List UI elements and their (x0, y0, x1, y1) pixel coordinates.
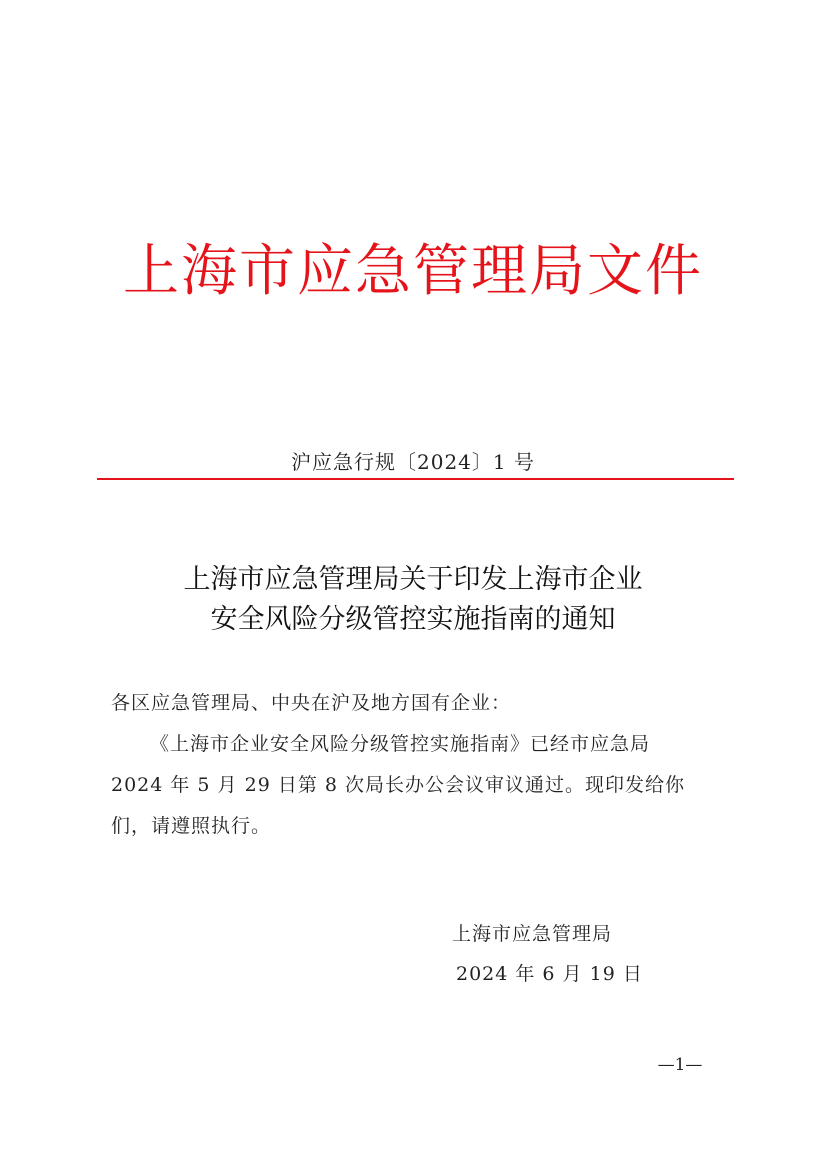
document-number: 沪应急行规〔2024〕1 号 (291, 450, 535, 474)
document-title-line-1: 上海市应急管理局关于印发上海市企业 (183, 564, 643, 595)
addressee: 各区应急管理局、中央在沪及地方国有企业： (111, 692, 512, 714)
red-divider-line (97, 478, 734, 480)
signature-date: 2024 年 6 月 19 日 (456, 963, 643, 985)
document-title (0, 560, 826, 640)
signature-organization: 上海市应急管理局 (452, 923, 613, 945)
masthead-title: 上海市应急管理局文件 (123, 239, 703, 304)
paragraph-line-2: 2024 年 5 月 29 日第 8 次局长办公会议审议通过。现印发给你 (111, 774, 685, 796)
paragraph-line-1: 《上海市企业安全风险分级管控实施指南》已经市应急局 (150, 733, 651, 755)
document-title-line-2: 安全风险分级管控实施指南的通知 (210, 604, 616, 635)
page-number: —1— (657, 1055, 703, 1075)
paragraph-line-3: 们，请遵照执行。 (111, 815, 272, 837)
